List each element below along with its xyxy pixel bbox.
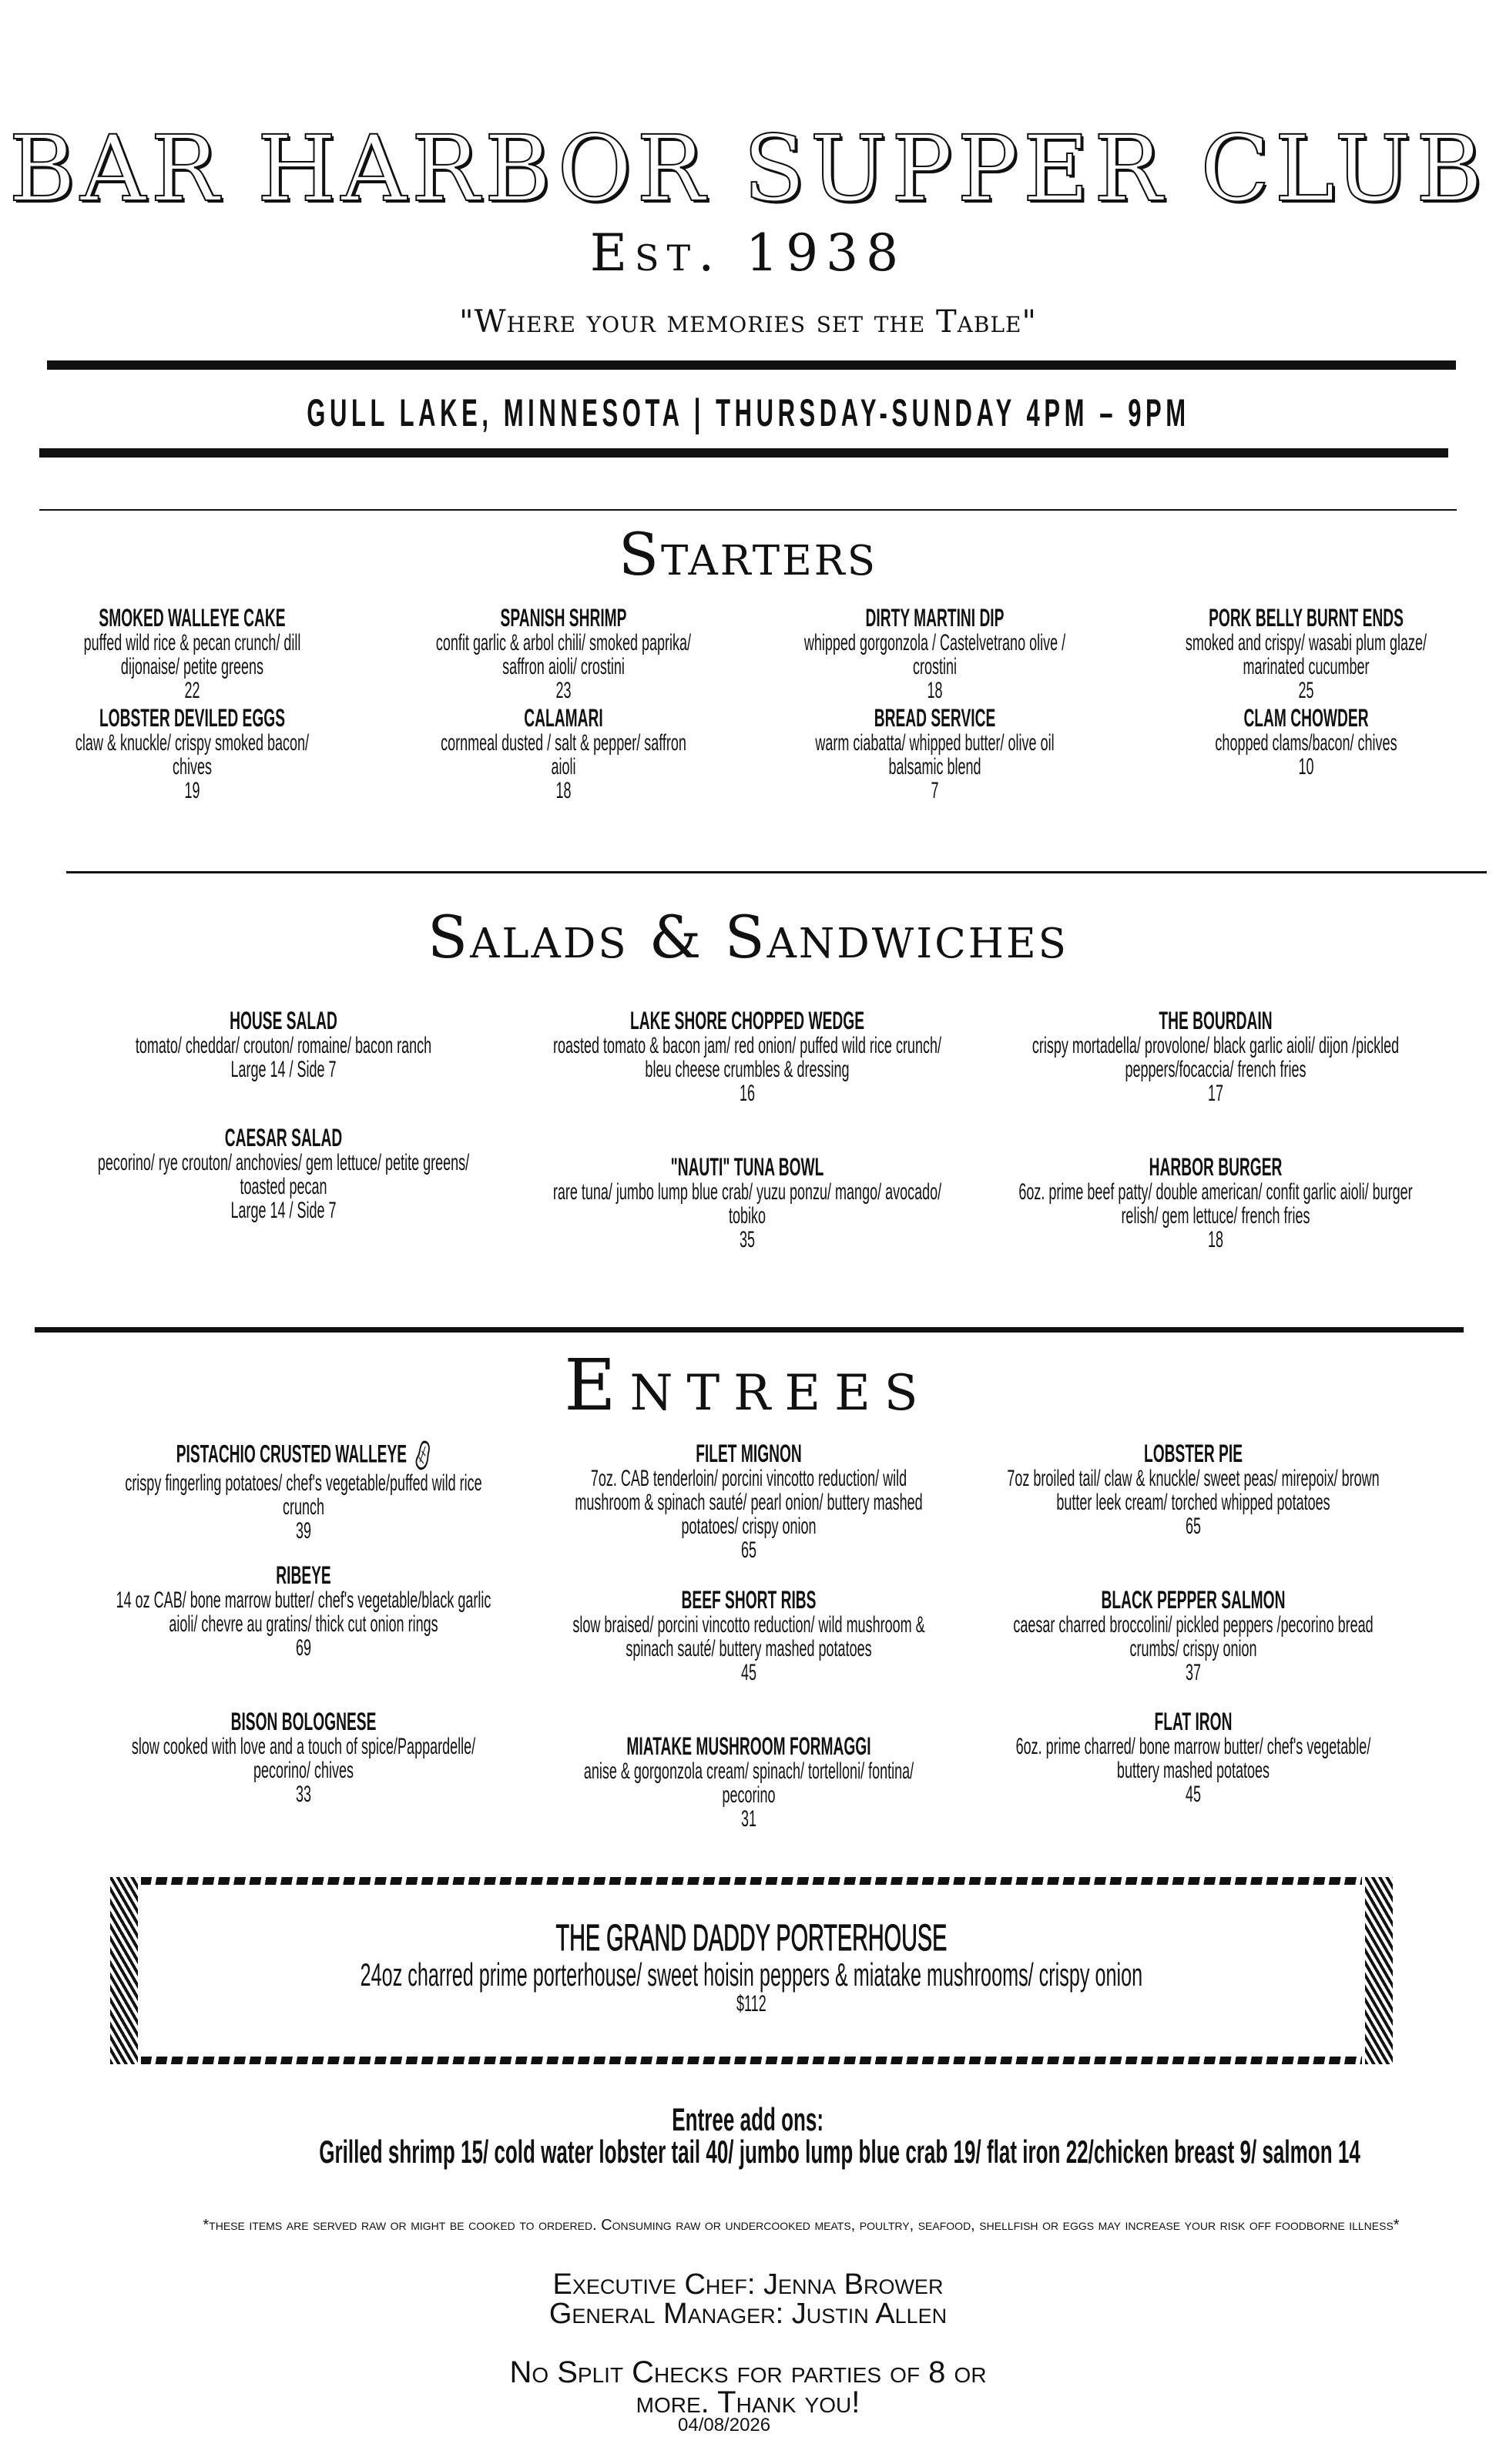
item-name-text: THE BOURDAIN (1159, 1007, 1273, 1034)
border-left (110, 1877, 138, 2064)
item-name (115, 1562, 492, 1588)
item-price: 17 (1207, 1081, 1224, 1106)
item-name-text: HARBOR BURGER (1149, 1153, 1283, 1181)
item-price: 16 (739, 1081, 756, 1106)
split-check-policy: No Split Checks for parties of 8 or (509, 2355, 987, 2389)
item-description: 6oz. prime beef patty/ double american/ confit garlic aioli/ burger relish/ gem lettuce/ french fries (1018, 1179, 1413, 1229)
item-name-text: FILET MIGNON (696, 1440, 802, 1467)
item-name (115, 1708, 492, 1735)
item-name (539, 1154, 955, 1180)
item-name-text: FLAT IRON (1154, 1708, 1233, 1735)
location-hours (0, 391, 1496, 435)
item-description: slow cooked with love and a touch of spice/Pappardelle/ pecorino/ chives (131, 1734, 476, 1783)
item-name (1169, 705, 1443, 731)
item-name (115, 1440, 492, 1471)
food-safety-disclaimer: *these items are served raw or might be cooked to ordered. Consuming raw or undercooked meats, poultry, seafood, shellfish or eggs may increase your risk off foodborne illness* (203, 2217, 1400, 2234)
item-description: pecorino/ rye crouton/ anchovies/ gem lettuce/ petite greens/ toasted pecan (97, 1150, 470, 1199)
item-price: Large 14 / Side 7 (230, 1057, 337, 1082)
item-description: crispy mortadella/ provolone/ black garlic aioli/ dijon /pickled peppers/focaccia/ french fries (1031, 1033, 1400, 1082)
item-name-text: LOBSTER PIE (1143, 1440, 1243, 1467)
item-price: 18 (555, 778, 572, 803)
item-price: 23 (555, 678, 572, 703)
item-name-text: SPANISH SHRIMP (500, 604, 626, 632)
split-check-policy-2: more. Thank you! (636, 2385, 860, 2419)
item-description: whipped gorgonzola / Castelvetrano olive / crostini (803, 630, 1065, 679)
item-price: 33 (295, 1782, 312, 1807)
item-price: 22 (183, 678, 200, 703)
item-name (560, 1733, 938, 1759)
item-name (55, 705, 329, 731)
item-price: 25 (1297, 678, 1314, 703)
starters-heading: Starters (618, 520, 878, 588)
item-description: confit garlic & arbol chili/ smoked paprika/ saffron aioli/ crostini (435, 630, 691, 679)
item-description: caesar charred broccolini/ pickled peppers /pecorino bread crumbs/ crispy onion (1013, 1612, 1374, 1661)
item-description: rare tuna/ jumbo lump blue crab/ yuzu ponzu/ mango/ avocado/ tobiko (552, 1179, 942, 1229)
item-name (1008, 1154, 1424, 1180)
item-name (798, 705, 1072, 731)
item-name-text: HOUSE SALAD (230, 1007, 337, 1034)
border-bottom (141, 2057, 1362, 2064)
item-description: anise & gorgonzola cream/ spinach/ tortelloni/ fontina/ pecorino (583, 1758, 914, 1808)
menu-item (560, 1587, 938, 1685)
item-price: Large 14 / Side 7 (230, 1198, 337, 1223)
menu-item (798, 605, 1072, 702)
item-description: tomato/ cheddar/ crouton/ romaine/ bacon ranch (135, 1033, 432, 1058)
menu-item (560, 1440, 938, 1562)
border-top (141, 1877, 1362, 1885)
tagline: "Where your memories set the Table" (459, 304, 1037, 340)
item-price: 18 (1207, 1227, 1224, 1252)
item-name-text: CAESAR SALAD (224, 1124, 343, 1152)
menu-item (55, 705, 329, 803)
item-description: 7oz broiled tail/ claw & knuckle/ sweet peas/ mirepoix/ brown butter leek cream/ torched whipped potatoes (1007, 1466, 1380, 1515)
item-price: 45 (1185, 1782, 1202, 1807)
item-description: cornmeal dusted / salt & pepper/ saffron aioli (440, 730, 686, 779)
executive-chef: Executive Chef: Jenna Brower (552, 2268, 944, 2301)
menu-date: 04/08/2026 (678, 2415, 771, 2436)
border-right (1365, 1877, 1393, 2064)
divider (47, 360, 1456, 370)
item-name (539, 1007, 955, 1034)
item-name-text: BEEF SHORT RIBS (681, 1586, 817, 1614)
menu-item (115, 1562, 492, 1660)
item-price: 10 (1297, 754, 1314, 779)
item-name-text: DIRTY MARTINI DIP (865, 604, 1004, 632)
item-description: chopped clams/bacon/ chives (1214, 730, 1397, 756)
feature-item (218, 1919, 1285, 2016)
item-price: 65 (740, 1537, 757, 1563)
item-price: 39 (295, 1518, 312, 1544)
menu-item (427, 705, 700, 803)
item-name-text: RIBEYE (276, 1561, 331, 1589)
item-name-text: CLAM CHOWDER (1243, 704, 1369, 732)
item-name-text: PISTACHIO CRUSTED WALLEYE (176, 1440, 408, 1468)
item-description: crispy fingerling potatoes/ chef's vegetable/puffed wild rice crunch (125, 1470, 482, 1520)
item-description: 7oz. CAB tenderloin/ porcini vincotto reduction/ wild mushroom & spinach sauté/ pearl onion/ buttery mashed potatoes/ crispy onion (575, 1466, 923, 1539)
item-name (55, 605, 329, 631)
menu-item (1008, 1154, 1424, 1252)
item-name (1008, 1007, 1424, 1034)
menu-item (75, 1125, 491, 1222)
menu-item (55, 605, 329, 702)
item-name (1005, 1708, 1382, 1735)
item-name (560, 1440, 938, 1467)
addons-label-text: Entree add ons: (672, 2101, 824, 2137)
divider (66, 871, 1487, 873)
menu-item (115, 1440, 492, 1543)
item-name (75, 1007, 491, 1034)
item-name-text: SMOKED WALLEYE CAKE (98, 604, 286, 632)
menu-item (427, 605, 700, 702)
restaurant-title: BAR HARBOR SUPPER CLUB (8, 116, 1488, 222)
menu-item (560, 1733, 938, 1831)
item-price: 7 (930, 778, 939, 803)
item-name-text: BLACK PEPPER SALMON (1101, 1586, 1286, 1614)
item-name (427, 705, 700, 731)
location-hours-text: GULL LAKE, MINNESOTA | THURSDAY-SUNDAY 4PM – 9PM (306, 391, 1190, 434)
menu-item (1005, 1587, 1382, 1685)
item-price: 35 (739, 1227, 756, 1252)
peanut-icon (415, 1440, 431, 1471)
menu-item (1169, 705, 1443, 779)
addons-label (0, 2101, 1496, 2138)
item-name (1169, 605, 1443, 631)
item-name-text: BISON BOLOGNESE (230, 1708, 377, 1735)
divider (39, 448, 1448, 458)
item-price: 19 (183, 778, 200, 803)
salads-heading: Salads & Sandwiches (428, 903, 1068, 971)
item-price: 37 (1185, 1660, 1202, 1685)
item-name (75, 1125, 491, 1151)
menu-item (1005, 1440, 1382, 1538)
established-year: Est. 1938 (589, 223, 907, 283)
item-name (1005, 1440, 1382, 1467)
item-description: 14 oz CAB/ bone marrow butter/ chef's vegetable/black garlic aioli/ chevre au gratins/ thick cut onion rings (116, 1587, 491, 1637)
item-name (1005, 1587, 1382, 1613)
item-name (560, 1587, 938, 1613)
menu-item (539, 1154, 955, 1252)
item-name-text: "NAUTI" TUNA BOWL (670, 1153, 824, 1181)
item-name-text: CALAMARI (523, 704, 603, 732)
item-description: slow braised/ porcini vincotto reduction/ wild mushroom & spinach sauté/ buttery mashed potatoes (572, 1612, 925, 1661)
addons-list-text: Grilled shrimp 15/ cold water lobster tail 40/ jumbo lump blue crab 19/ flat iron 22/chicken breast 9/ salmon 14 (319, 2134, 1360, 2170)
item-name (427, 605, 700, 631)
item-name-text: MIATAKE MUSHROOM FORMAGGI (626, 1732, 871, 1760)
item-name-text: BREAD SERVICE (874, 704, 995, 732)
item-price: 18 (926, 678, 943, 703)
item-name (798, 605, 1072, 631)
item-name-text: LOBSTER DEVILED EGGS (99, 704, 285, 732)
divider (39, 509, 1457, 511)
item-description: warm ciabatta/ whipped butter/ olive oil balsamic blend (814, 730, 1055, 779)
menu-item (1169, 605, 1443, 702)
menu-item (1005, 1708, 1382, 1806)
addons-list (0, 2134, 1496, 2171)
entrees-heading: Entrees (564, 1344, 932, 1426)
item-description: roasted tomato & bacon jam/ red onion/ puffed wild rice crunch/ bleu cheese crumbles & dressing (553, 1033, 941, 1082)
general-manager: General Manager: Justin Allen (548, 2298, 948, 2330)
item-price: 45 (740, 1660, 757, 1685)
menu-item (539, 1007, 955, 1105)
menu-item (75, 1007, 491, 1081)
item-price: 65 (1185, 1514, 1202, 1539)
item-description: claw & knuckle/ crispy smoked bacon/ chives (75, 730, 309, 779)
item-price: 31 (740, 1806, 757, 1832)
featured-porterhouse-box (110, 1877, 1393, 2064)
menu-item (115, 1708, 492, 1806)
menu-item (798, 705, 1072, 803)
feature-price: $112 (736, 1991, 766, 2016)
item-description: 6oz. prime charred/ bone marrow butter/ chef's vegetable/ buttery mashed potatoes (1015, 1734, 1371, 1783)
divider (35, 1327, 1464, 1333)
item-name-text: LAKE SHORE CHOPPED WEDGE (629, 1007, 865, 1034)
item-description: smoked and crispy/ wasabi plum glaze/ marinated cucumber (1185, 630, 1427, 679)
item-name-text: PORK BELLY BURNT ENDS (1208, 604, 1404, 632)
item-description: puffed wild rice & pecan crunch/ dill dijonaise/ petite greens (83, 630, 300, 679)
menu-item (1008, 1007, 1424, 1105)
feature-desc: 24oz charred prime porterhouse/ sweet hoisin peppers & miatake mushrooms/ crispy onion (360, 1956, 1143, 1993)
feature-name: THE GRAND DADDY PORTERHOUSE (555, 1918, 948, 1959)
item-price: 69 (295, 1635, 312, 1661)
